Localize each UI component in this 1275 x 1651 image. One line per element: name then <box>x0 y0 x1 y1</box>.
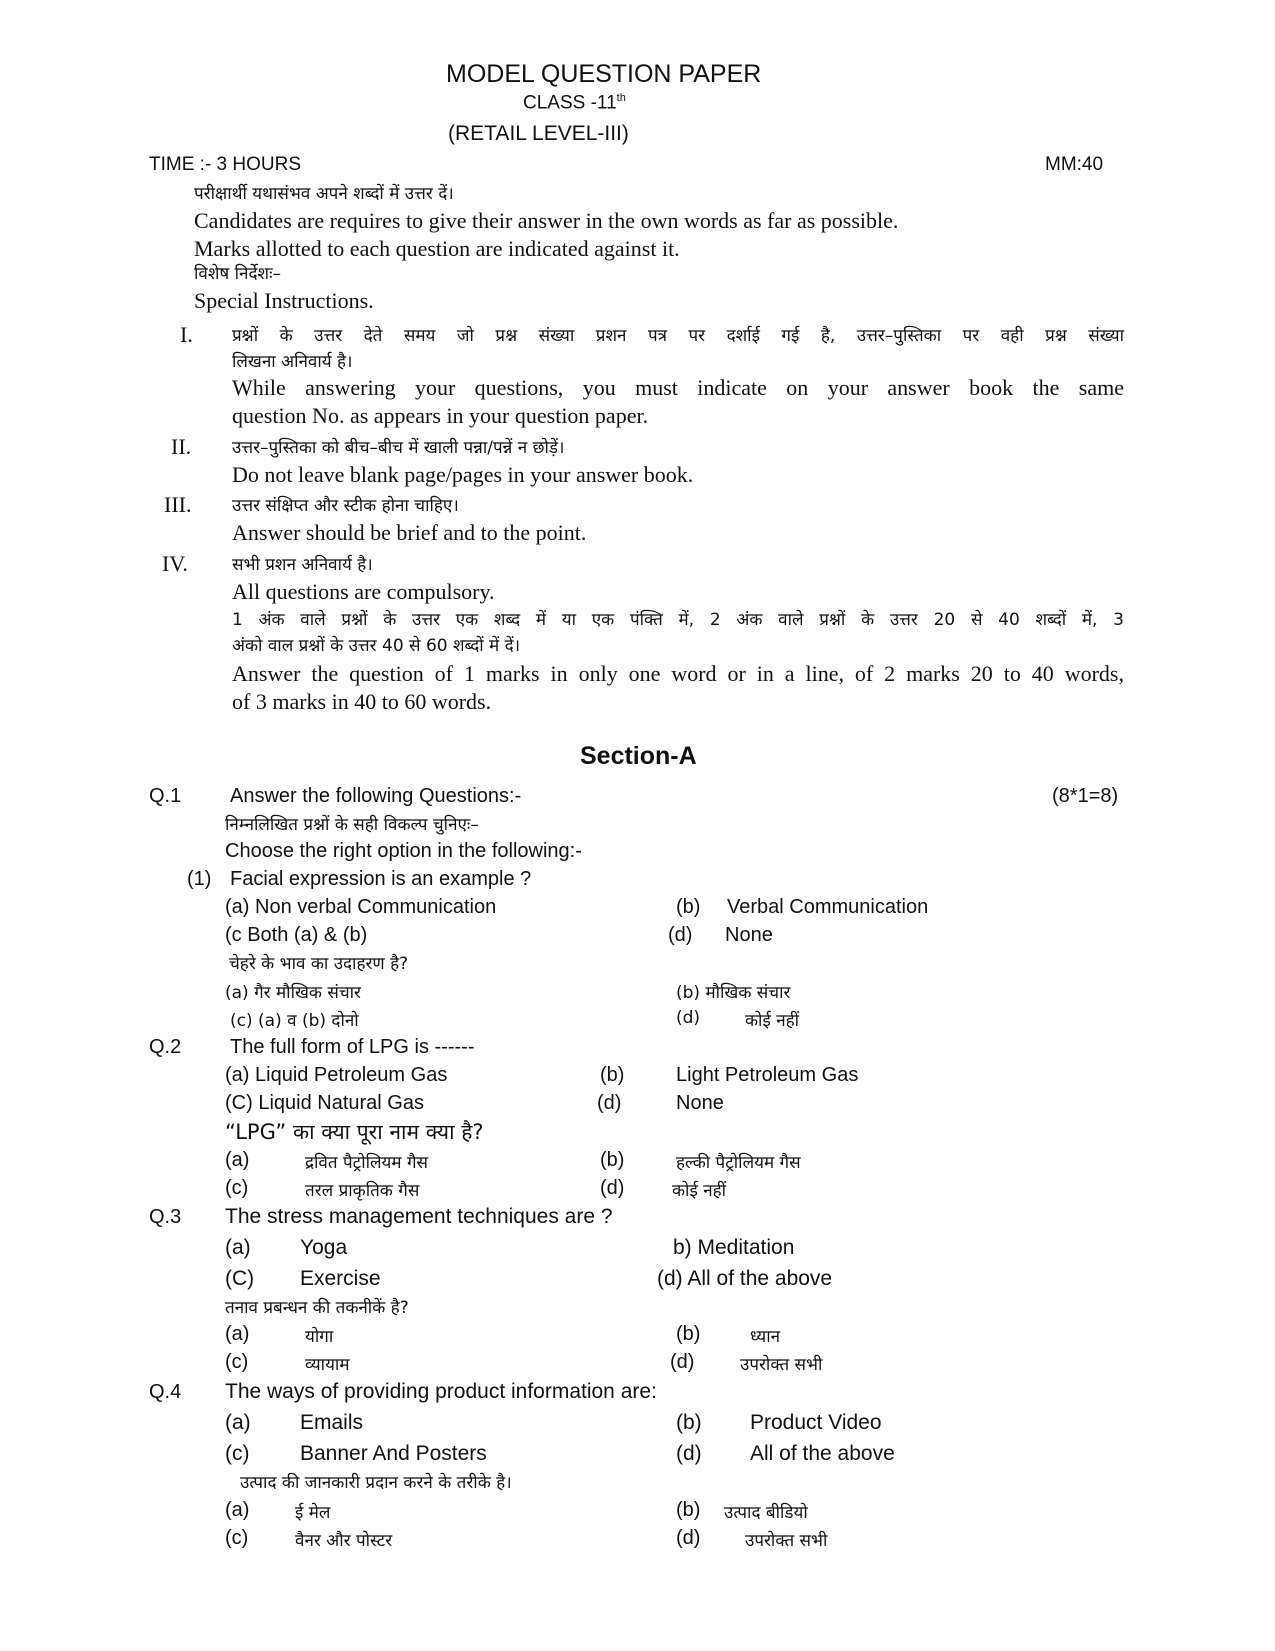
question-hindi-text: तनाव प्रबन्धन की तकनीकें है? <box>225 1298 409 1318</box>
option-b: b) Meditation <box>673 1236 795 1259</box>
option-d-label: (d) <box>676 1442 702 1465</box>
instruction-hindi-intro: परीक्षार्थी यथासंभव अपने शब्दों में उत्तर दें। <box>194 184 454 204</box>
question-number: Q.3 <box>149 1206 182 1228</box>
question-hindi-text: निम्नलिखित प्रश्नों के सही विकल्प चुनिएः– <box>225 815 479 835</box>
question-instruction: Choose the right option in the following:- <box>225 840 582 862</box>
special-instructions-heading: Special Instructions. <box>194 288 374 313</box>
instruction-hindi-line: अंको वाल प्रश्नों के उत्तर 40 से 60 शब्दों में दें। <box>232 636 521 656</box>
option-c-hindi: (c) (a) व (b) दोनो <box>230 1011 359 1031</box>
option-a-label: (a) <box>225 1236 251 1259</box>
option-d: None <box>676 1092 724 1114</box>
option-a: Yoga <box>300 1236 348 1259</box>
option-a-label: (a) <box>225 1323 250 1345</box>
option-a-label: (a) <box>225 1411 251 1434</box>
option-c-hindi: व्यायाम <box>305 1355 350 1375</box>
paper-title: MODEL QUESTION PAPER <box>446 60 762 88</box>
option-d-hindi: कोई नहीं <box>745 1011 800 1031</box>
max-marks-label: MM:40 <box>1045 154 1104 175</box>
option-b-hindi: उत्पाद बीडियो <box>724 1503 808 1523</box>
option-b-label: (b) <box>600 1064 625 1086</box>
option-a-hindi: ई मेल <box>295 1503 331 1523</box>
option-d-label: (d) <box>676 1527 701 1549</box>
option-d-label: (d) <box>670 1351 695 1373</box>
option-c-hindi: वैनर और पोस्टर <box>295 1531 393 1551</box>
level-label: (RETAIL LEVEL-III) <box>448 122 629 145</box>
class-text: CLASS -11 <box>523 92 617 114</box>
question-hindi-text: चेहरे के भाव का उदाहरण है? <box>229 954 409 974</box>
option-b-hindi: (b) मौखिक संचार <box>676 983 791 1003</box>
option-d: (d) All of the above <box>657 1267 833 1290</box>
option-a-label: (a) <box>225 1149 250 1171</box>
instruction-english-line: Answer the question of 1 marks in only one word or in a line, of 2 marks 20 to 40 words, <box>232 661 1124 686</box>
instruction-hindi-line: उत्तर–पुस्तिका को बीच–बीच में खाली पन्ना/पन्नें न छोड़ें। <box>232 438 565 458</box>
option-c-hindi: तरल प्राकृतिक गैस <box>305 1181 420 1201</box>
option-b-label: (b) <box>676 1323 701 1345</box>
option-a: (a) Non verbal Communication <box>225 896 497 918</box>
question-number: Q.2 <box>149 1036 182 1058</box>
instruction-hindi-line: प्रश्नों के उत्तर देते समय जो प्रश्न संख्या प्रशन पत्र पर दर्शाई गई है, उत्तर–पुस्तिका पर वही प्रश्न संख्या <box>232 326 1124 346</box>
question-text: The ways of providing product information are: <box>225 1380 657 1403</box>
option-b-label: (b) <box>676 896 701 918</box>
instruction-number: III. <box>164 492 192 517</box>
option-d-label: (d) <box>668 924 693 946</box>
option-a-label: (a) <box>225 1499 250 1521</box>
option-a: Emails <box>300 1411 364 1434</box>
option-b-label: (b) <box>676 1499 701 1521</box>
option-b-label: (b) <box>676 1411 702 1434</box>
option-b: Verbal Communication <box>727 896 929 918</box>
option-d-hindi: उपरोक्त सभी <box>740 1355 823 1375</box>
option-a: (a) Liquid Petroleum Gas <box>225 1064 448 1086</box>
question-text: Answer the following Questions:- <box>230 785 522 807</box>
option-d-label-hindi: (d) <box>676 1008 701 1028</box>
option-b-hindi: हल्की पैट्रोलियम गैस <box>676 1153 801 1173</box>
option-c: Banner And Posters <box>300 1442 487 1465</box>
instruction-hindi-line: सभी प्रशन अनिवार्य है। <box>232 555 373 575</box>
option-a-hindi: द्रवित पैट्रोलियम गैस <box>305 1153 429 1173</box>
option-b-label: (b) <box>600 1149 625 1171</box>
sub-question-text: Facial expression is an example ? <box>230 868 532 890</box>
class-label <box>523 92 626 114</box>
question-text: The full form of LPG is ------ <box>230 1036 475 1058</box>
question-number: Q.4 <box>149 1381 182 1403</box>
instruction-number: IV. <box>162 551 188 576</box>
instruction-hindi-line: उत्तर संक्षिप्त और स्टीक होना चाहिए। <box>232 496 459 516</box>
option-b: Light Petroleum Gas <box>676 1064 859 1086</box>
instruction-hindi-line: 1 अंक वाले प्रश्नों के उत्तर एक शब्द में या एक पंक्ति में, 2 अंक वाले प्रश्नों के उत्तर 20 से 40 शब्दों में, 3 <box>232 610 1124 630</box>
question-hindi-text: “LPG” का क्या पूरा नाम क्या है? <box>225 1120 484 1144</box>
instruction-english-line: Do not leave blank page/pages in your answer book. <box>232 462 694 487</box>
instruction-english-line: of 3 marks in 40 to 60 words. <box>232 689 492 714</box>
time-label: TIME :- 3 HOURS <box>149 154 302 175</box>
option-c: (c Both (a) & (b) <box>225 924 368 946</box>
instruction-marks-note: Marks allotted to each question are indicated against it. <box>194 236 680 261</box>
instruction-english-line: All questions are compulsory. <box>232 579 495 604</box>
sub-question-number: (1) <box>187 868 212 890</box>
question-hindi-text: उत्पाद की जानकारी प्रदान करने के तरीके है। <box>240 1473 512 1493</box>
instruction-number: II. <box>171 434 192 459</box>
instruction-english-line: Answer should be brief and to the point. <box>232 520 587 545</box>
option-d-hindi: कोई नहीं <box>672 1181 727 1201</box>
option-a-hindi: योगा <box>305 1327 334 1347</box>
option-c: Exercise <box>300 1267 381 1290</box>
option-c-label: (c) <box>225 1351 249 1373</box>
option-d-label: (d) <box>597 1092 622 1114</box>
option-d: All of the above <box>750 1442 895 1465</box>
special-instructions-hindi: विशेष निर्देशः– <box>194 264 282 284</box>
class-superscript: th <box>616 92 626 104</box>
instruction-english-intro: Candidates are requires to give their answer in the own words as far as possible. <box>194 208 899 233</box>
option-b-hindi: ध्यान <box>750 1327 781 1347</box>
option-c-label: (c) <box>225 1177 249 1199</box>
option-d-hindi: उपरोक्त सभी <box>745 1531 828 1551</box>
question-number: Q.1 <box>149 785 182 807</box>
section-a-heading: Section-A <box>580 742 697 770</box>
question-text: The stress management techniques are ? <box>225 1205 613 1228</box>
option-a-hindi: (a) गैर मौखिक संचार <box>225 983 361 1003</box>
instruction-number: I. <box>180 322 193 347</box>
option-c-label: (c) <box>225 1442 250 1465</box>
option-d-label: (d) <box>600 1177 625 1199</box>
instruction-english-line: question No. as appears in your question paper. <box>232 403 649 428</box>
option-c-label: (c) <box>225 1527 249 1549</box>
instruction-english-line: While answering your questions, you must indicate on your answer book the same <box>232 375 1124 400</box>
question-marks: (8*1=8) <box>1052 785 1119 807</box>
instruction-hindi-line: लिखना अनिवार्य है। <box>232 352 353 372</box>
option-b: Product Video <box>750 1411 882 1434</box>
option-d: None <box>725 924 773 946</box>
option-c: (C) Liquid Natural Gas <box>225 1092 424 1114</box>
option-c-label: (C) <box>225 1267 255 1290</box>
